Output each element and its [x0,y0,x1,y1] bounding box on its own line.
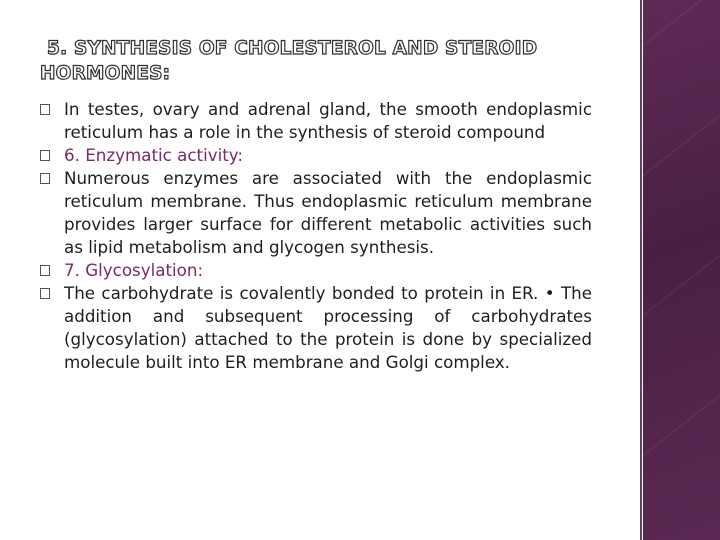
slide-title-line-1: 5. SYNTHESIS OF CHOLESTEROL AND STEROID [47,38,538,59]
bullet-text: 6. Enzymatic activity: [64,145,244,165]
bullet-text: 7. Glycosylation: [64,260,204,280]
bullet-box-icon [40,265,50,276]
bullet-box-icon [40,288,50,299]
bullet-box-icon [40,173,50,184]
slide-title-line-2: HORMONES: [40,63,171,84]
bullet-item-glycosylation-heading [40,259,592,282]
slide-title [40,36,600,86]
bullet-item-carbohydrate [40,282,592,374]
bullet-item-enzymatic-heading [40,144,592,167]
bullet-text: The carbohydrate is covalently bonded to protein in ER. • The addition and subsequent processing of carbohydrates (glycosylation) attached to the protein is done by specialized molecule built into ER membrane and Golgi complex. [64,283,592,372]
bullet-box-icon [40,150,50,161]
side-divider-line [640,0,642,540]
bullet-list [40,98,592,374]
bullet-item-enzymes [40,167,592,259]
bullet-item-smooth-er-steroid [40,98,592,144]
decorative-side-panel [643,0,720,540]
bullet-text: In testes, ovary and adrenal gland, the smooth endoplasmic reticulum has a role in the synthesis of steroid compound [64,99,592,142]
bullet-box-icon [40,104,50,115]
bullet-text: Numerous enzymes are associated with the endoplasmic reticulum membrane. Thus endoplasmic reticulum membrane provides larger surface for different metabolic activities such as lipid metabolism and glycogen synthesis. [64,168,592,257]
